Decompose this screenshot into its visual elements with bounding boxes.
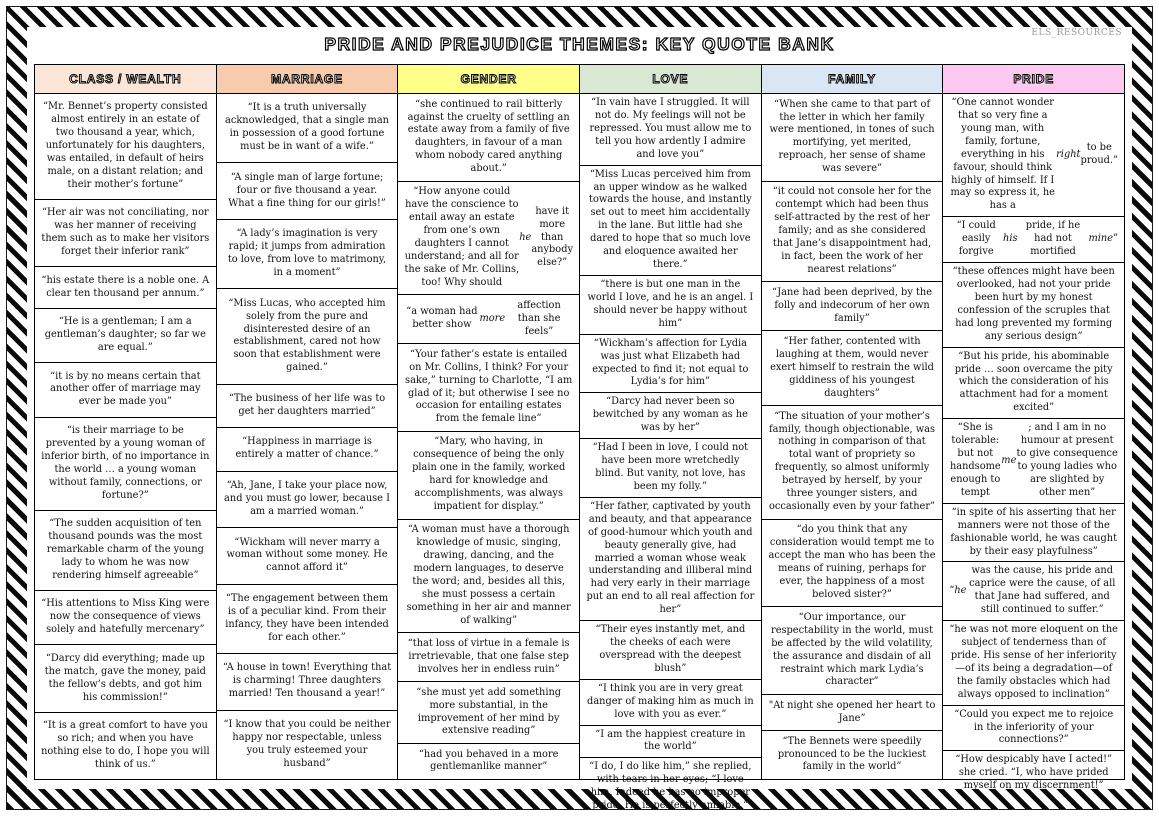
- column-header: GENDER: [398, 65, 579, 94]
- quote-cell: “He is a gentleman; I am a gentleman’s daughter; so far we are equal.”: [35, 308, 216, 362]
- column-header: FAMILY: [762, 65, 943, 94]
- quote-cell: “I do, I do like him,” she replied, with tears in her eyes; “I love him. Indeed he has no improper pride. He is perfectly amiable.”: [580, 757, 761, 816]
- quote-cell: “Mary, who having, in consequence of being the only plain one in the family, worked hard for knowledge and accomplishments, was always impatient for display.”: [398, 431, 579, 519]
- quote-cell: “it could not console her for the contempt which had been thus self-attracted by the rest of her family; and as she considered that Jane’s disappointment had, in fact, been the work of her nearest relations”: [762, 181, 943, 282]
- quote-cell: “The business of her life was to get her daughters married”: [217, 384, 398, 428]
- quote-cell: “Could you expect me to rejoice in the inferiority of your connections?”: [943, 705, 1124, 751]
- quote-cell: “But his pride, his abominable pride … soon overcame the pity which the consideration of his attachment had for a moment excited”: [943, 347, 1124, 419]
- quote-cell: “his estate there is a noble one. A clear ten thousand per annum.”: [35, 266, 216, 307]
- column-class-wealth: [35, 65, 216, 779]
- quote-cell: “It is a great comfort to have you so rich; and when you have nothing else to do, I hope you will think of us.”: [35, 712, 216, 779]
- quote-cell: “It is a truth universally acknowledged, that a single man in possession of a good fortune must be in want of a wife.”: [225, 102, 389, 153]
- column-marriage: [216, 65, 398, 779]
- quote-cell: "At night she opened her heart to Jane”: [762, 694, 943, 730]
- quote-cell: “The engagement between them is of a peculiar kind. From their infancy, they have been intended for each other.”: [217, 584, 398, 653]
- quote-cell: “How despicably have I acted!” she cried. “I, who have prided myself on my discernment!”: [943, 750, 1124, 796]
- column-body: [35, 94, 216, 779]
- quote-cell: “The Bennets were speedily pronounced to be the luckiest family in the world”: [762, 730, 943, 779]
- quote-cell: “she continued to rail bitterly against the cruelty of settling an estate away from a family of five daughters, in favour of a man whom nobody cared anything about.”: [407, 98, 570, 175]
- column-header: LOVE: [580, 65, 761, 94]
- column-body: [580, 94, 761, 812]
- quote-cell: “she must yet add something more substantial, in the improvement of her mind by extensive reading”: [398, 681, 579, 743]
- quote-cell: “Our importance, our respectability in the world, must be affected by the wild volatility, the assurance and disdain of all restraint which mark Lydia’s character”: [762, 606, 943, 694]
- quote-cell: “Miss Lucas perceived him from an upper window as he walked towards the house, and instantly set out to meet him accidentally in the lane. But little had she dared to hope that so much love and eloquence awaited her there.”: [580, 165, 761, 275]
- quote-cell: “Happiness in marriage is entirely a matter of chance.”: [217, 427, 398, 471]
- quote-cell: “he was not more eloquent on the subject of tenderness than of pride. His sense of her inferiority—of its being a degradation—of the family obstacles which had always opposed to inclination”: [943, 620, 1124, 705]
- document-page: [27, 27, 1132, 812]
- quote-cell: “do you think that any consideration would tempt me to accept the man who has been the means of ruining, perhaps for ever, the happiness of a most beloved sister?”: [762, 519, 943, 607]
- quote-cell: “How anyone could have the conscience to entail away an estate from one’s own daughters I cannot understand; and all for the sake of Mr. Collins, too! Why should he have it more than anybody else?”: [398, 181, 579, 295]
- quote-cell: “Her father, contented with laughing at them, would never exert himself to restrain the wild giddiness of his youngest daughters”: [762, 330, 943, 405]
- quote-cell: “these offences might have been overlooked, had not your pride been hurt by my honest confession of the scruples that had long prevented my forming any serious design”: [943, 262, 1124, 347]
- quote-cell: “had you behaved in a more gentlemanlike manner”: [398, 743, 579, 779]
- quote-cell: “Mr. Bennet’s property consisted almost entirely in an estate of two thousand a year, which, unfortunately for his daughters, was entailed, in default of heirs male, on a distant relation; and their mother’s fortune”: [43, 101, 208, 190]
- watermark-text: ELS_RESOURCES: [1031, 28, 1122, 38]
- quote-cell: “a woman had better show more affection than she feels”: [398, 294, 579, 343]
- quote-cell: “The sudden acquisition of ten thousand pounds was the most remarkable charm of the young lady to whom he was now rendering himself agreeable”: [35, 510, 216, 590]
- quote-cell: “Her father, captivated by youth and beauty, and that appearance of good-humour which youth and beauty generally give, had married a woman whose weak understanding and illiberal mind had very early in their marriage put an end to all real affection for her”: [580, 497, 761, 620]
- quote-cell: “it is by no means certain that another offer of marriage may ever be made you”: [35, 362, 216, 416]
- quote-cell: “Had I been in love, I could not have been more wretchedly blind. But vanity, not love, has been my folly.”: [580, 438, 761, 497]
- quote-cell: “ he was the cause, his pride and caprice were the cause, of all that Jane had suffered, and still continued to suffer.”: [943, 561, 1124, 620]
- quote-cell: “Darcy did everything; made up the match, gave the money, paid the fellow’s debts, and got him his commission!”: [35, 644, 216, 711]
- column-body: [762, 94, 943, 779]
- quote-cell: “there is but one man in the world I love, and he is an angel. I should never be happy without him”: [580, 275, 761, 334]
- quote-cell: “Darcy had never been so bewitched by any woman as he was by her”: [580, 392, 761, 438]
- quote-cell: “A lady’s imagination is very rapid; it jumps from admiration to love, from love to matrimony, in a moment”: [217, 219, 398, 288]
- quote-cell: “When she came to that part of the letter in which her family were mentioned, in tones of such mortifying, yet merited, reproach, her sense of shame was severe”: [769, 98, 935, 175]
- quote-cell: “The situation of your mother’s family, though objectionable, was nothing in comparison of that total want of propriety so frequently, so almost uniformly betrayed by herself, by your three younger sisters, and occasionally even by your father”: [762, 405, 943, 519]
- quote-cell: “His attentions to Miss King were now the consequence of views solely and hatefully mercenary”: [35, 590, 216, 644]
- quote-cell: “Wickham will never marry a woman without some money. He cannot afford it”: [217, 527, 398, 583]
- quote-cell: “In vain have I struggled. It will not do. My feelings will not be repressed. You must allow me to tell you how ardently I admire and love you”: [589, 97, 752, 160]
- quote-cell: “A woman must have a thorough knowledge of music, singing, drawing, dancing, and the modern languages, to deserve the word; and, besides all this, she must possess a certain something in her air and manner of walking”: [398, 519, 579, 633]
- quote-cell: “I am the happiest creature in the world”: [580, 725, 761, 758]
- column-pride: [942, 65, 1124, 792]
- column-header: MARRIAGE: [217, 65, 398, 94]
- quote-cell: “Jane had been deprived, by the folly and indecorum of her own family”: [762, 281, 943, 330]
- quote-cell: “One cannot wonder that so very fine a young man, with family, fortune, everything in his favour, should think highly of himself. If I may so express it, he has a right to be proud.”: [950, 97, 1119, 212]
- column-body: [398, 94, 579, 779]
- quote-cell: “Her air was not conciliating, nor was her manner of receiving them such as to make her visitors forget their inferior rank”: [35, 199, 216, 266]
- quote-cell: “She is tolerable: but not handsome enough to tempt me ; and I am in no humour at present to give consequence to young ladies who are slighted by other men”: [943, 418, 1124, 503]
- quote-cell: “that loss of virtue in a female is irretrievable, that one false step involves her in endless ruin”: [398, 632, 579, 681]
- quote-cell: “Their eyes instantly met, and the cheeks of each were overspread with the deepest blush”: [580, 620, 761, 679]
- quote-table: [34, 64, 1125, 812]
- column-love: [579, 65, 761, 812]
- column-gender: [397, 65, 579, 779]
- quote-cell: “Your father’s estate is entailed on Mr. Collins, I think? For your sake,” turning to Charlotte, “I am glad of it; but otherwise I see no occasion for entailing estates from the female line”: [398, 343, 579, 431]
- column-body: [943, 94, 1124, 792]
- quote-cell: “is their marriage to be prevented by a young woman of inferior birth, of no importance in the world … a young woman without family, connections, or fortune?”: [35, 417, 216, 510]
- quote-cell: “I could easily forgive his pride, if he had not mortified mine ”: [943, 216, 1124, 262]
- page-title: PRIDE AND PREJUDICE THEMES: KEY QUOTE BANK: [324, 34, 835, 54]
- quote-cell: “A house in town! Everything that is charming! Three daughters married! Ten thousand a year!”: [217, 653, 398, 709]
- column-header: PRIDE: [943, 65, 1124, 94]
- quote-cell: “I think you are in very great danger of making him as much in love with you as ever.”: [580, 679, 761, 725]
- column-family: [761, 65, 943, 779]
- quote-cell: “Miss Lucas, who accepted him solely from the pure and disinterested desire of an establishment, cared not how soon that establishment were gained.”: [217, 288, 398, 383]
- column-body: [217, 94, 398, 779]
- quote-cell: “I know that you could be neither happy nor respectable, unless you truly esteemed your husband”: [217, 710, 398, 779]
- quote-cell: “Wickham’s affection for Lydia was just what Elizabeth had expected to find it; not equal to Lydia’s for him”: [580, 334, 761, 393]
- quote-cell: “Ah, Jane, I take your place now, and you must go lower, because I am a married woman.”: [217, 471, 398, 527]
- quote-cell: “A single man of large fortune; four or five thousand a year. What a fine thing for our girls!”: [217, 162, 398, 218]
- column-header: CLASS / WEALTH: [35, 65, 216, 94]
- quote-cell: “in spite of his asserting that her manners were not those of the fashionable world, he was caught by their easy playfulness”: [943, 503, 1124, 562]
